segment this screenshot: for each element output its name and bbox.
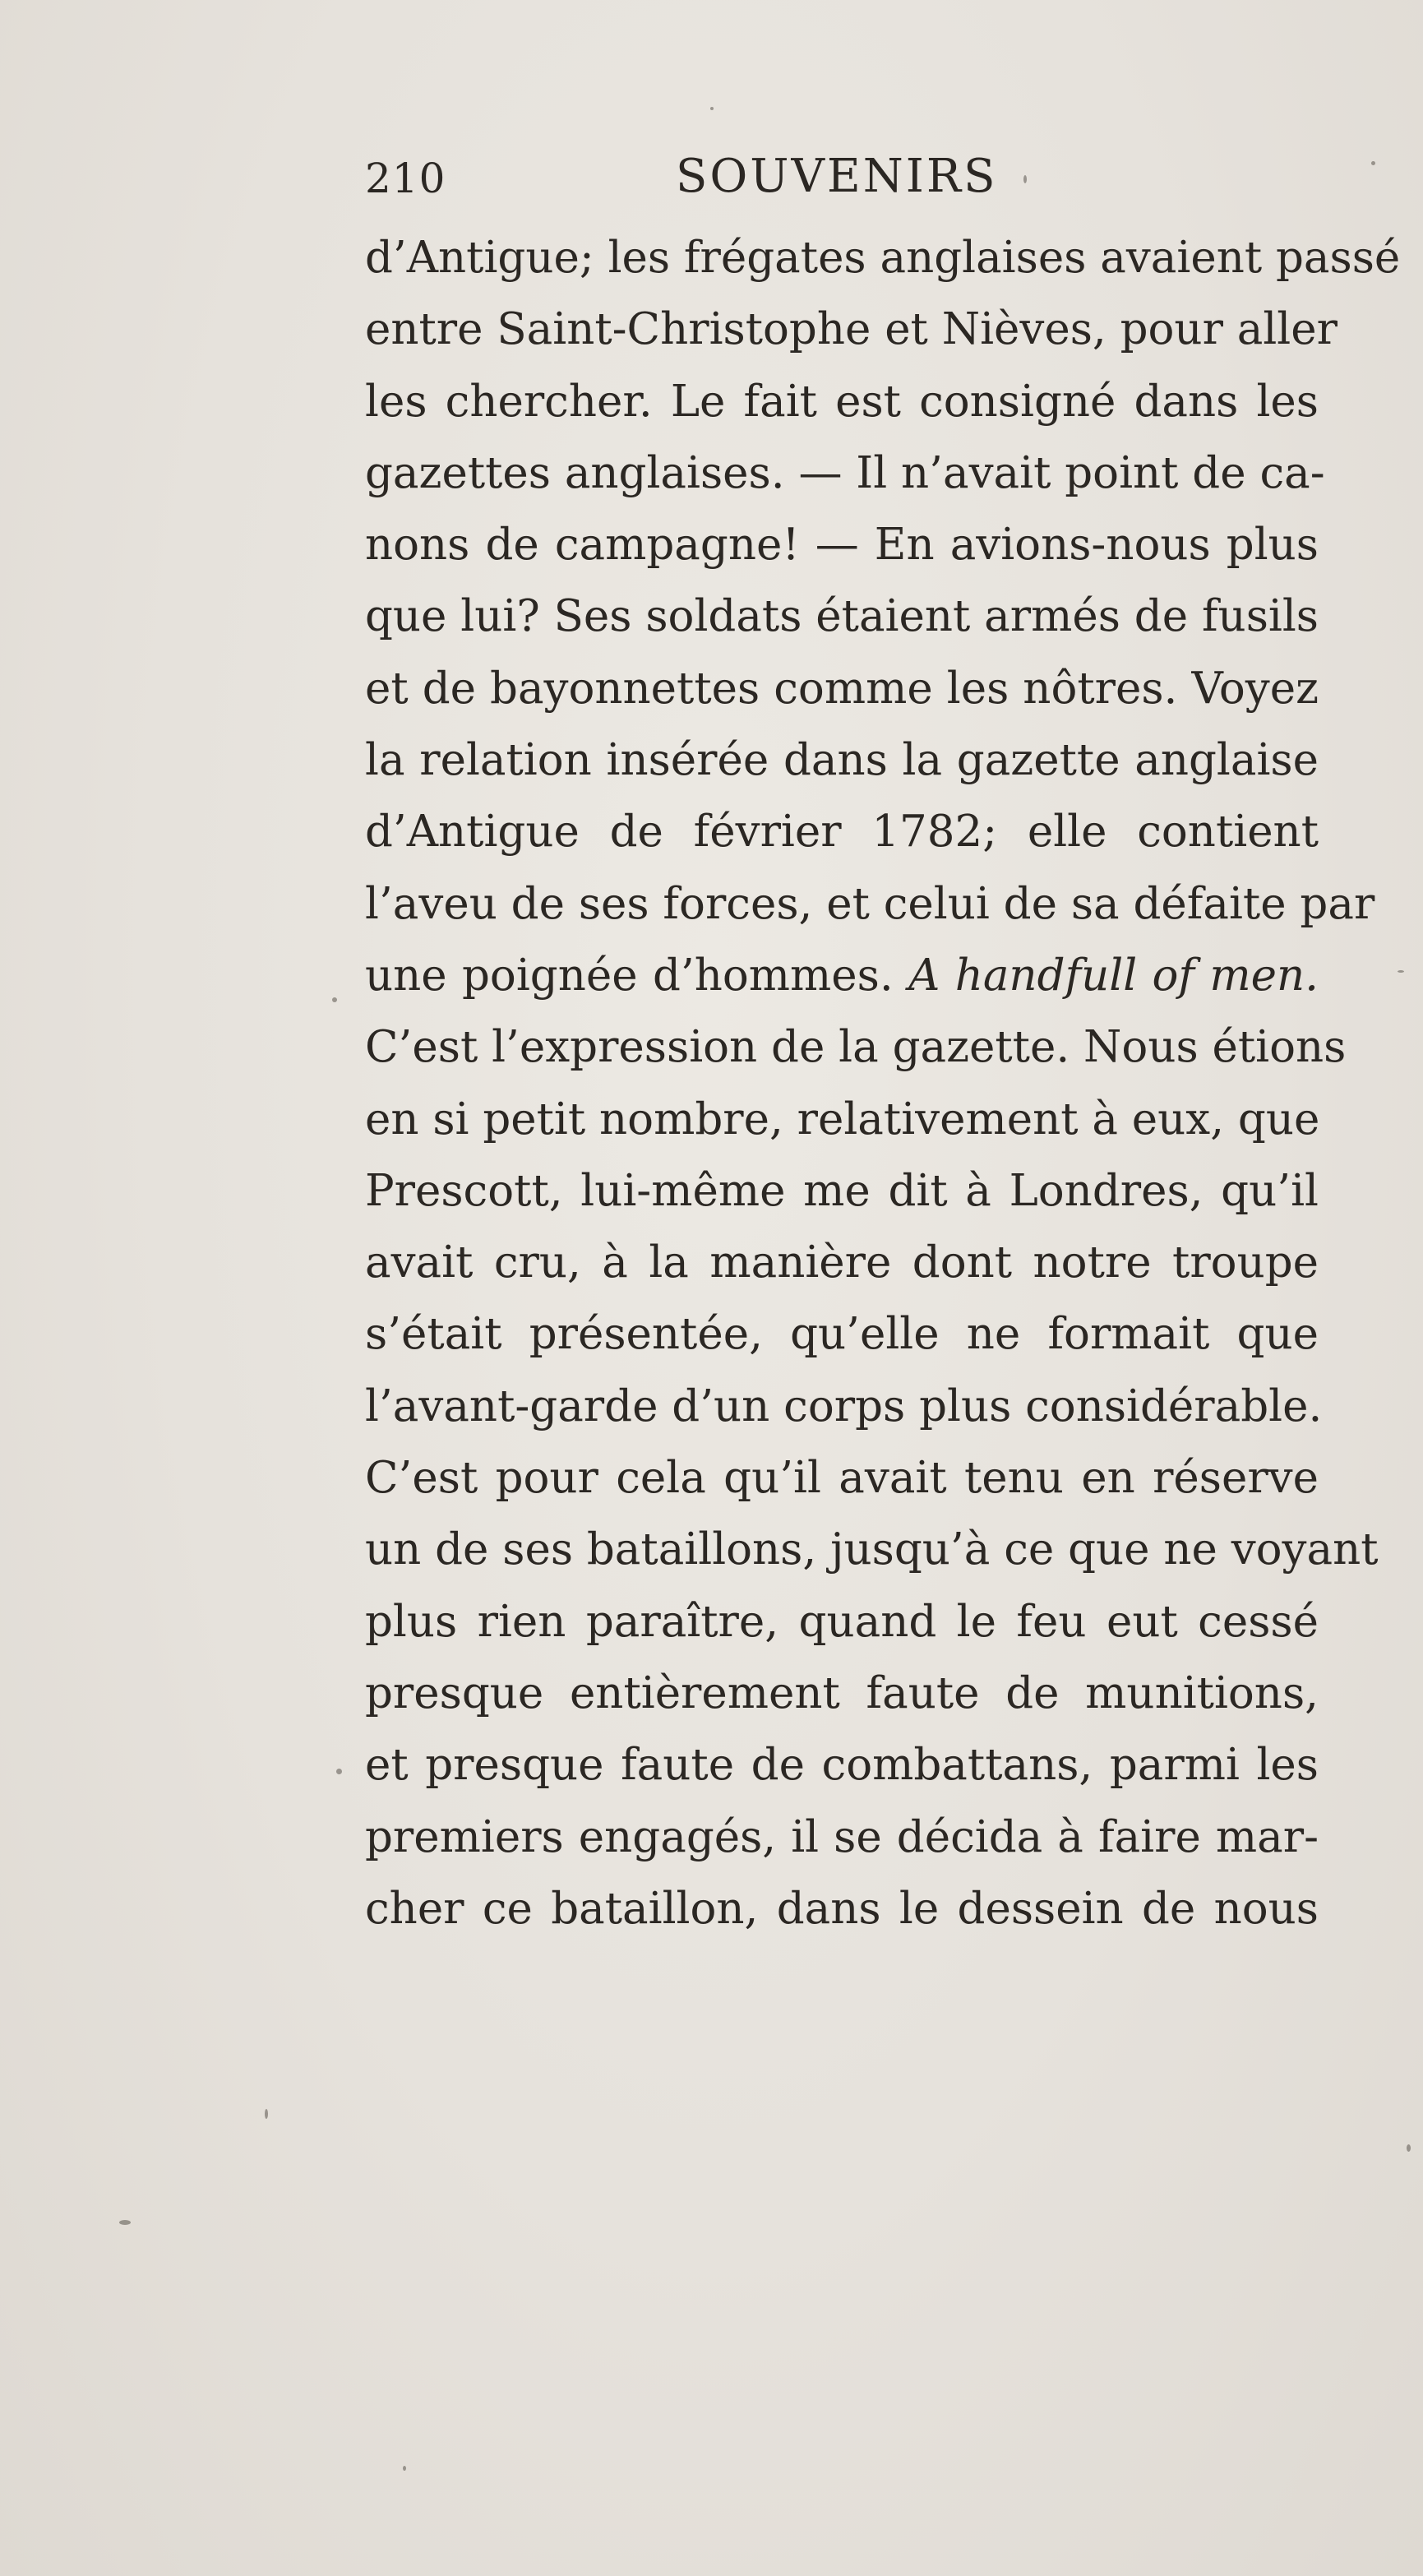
text-line: et presque faute de combattans, parmi les (365, 1740, 1319, 1791)
text-line: C’est pour cela qu’il avait tenu en réserve (365, 1453, 1319, 1504)
paper-speck (119, 2220, 131, 2225)
text-line: presque entièrement faute de munitions, (365, 1667, 1319, 1718)
paper-speck (336, 1769, 342, 1774)
text-line: et de bayonnettes comme les nôtres. Voyez (365, 663, 1319, 714)
paper-speck (332, 997, 337, 1002)
text-line: premiers engagés, il se décida à faire mar- (365, 1811, 1319, 1862)
paper-speck (1371, 161, 1375, 165)
text-line: l’avant-garde d’un corps plus considérable. (365, 1380, 1323, 1431)
text-line: d’Antigue de février 1782; elle contient (365, 807, 1319, 858)
text-line: d’Antigue; les frégates anglaises avaient passé (365, 233, 1401, 283)
paper-speck (710, 107, 714, 110)
text-line: un de ses bataillons, jusqu’à ce que ne voyant (365, 1524, 1379, 1575)
text-line: que lui? Ses soldats étaient armés de fusils (365, 591, 1319, 642)
text-line: cher ce bataillon, dans le dessein de nous (365, 1883, 1319, 1934)
paper-speck (403, 2466, 406, 2471)
text-line: la relation insérée dans la gazette anglaise (365, 735, 1319, 786)
page-number: 210 (365, 155, 446, 202)
text-segment: une poignée d’hommes. (365, 950, 894, 1001)
text-line: avait cru, à la manière dont notre troupe (365, 1237, 1319, 1288)
running-head: SOUVENIRS (676, 150, 998, 203)
text-line: C’est l’expression de la gazette. Nous étions (365, 1022, 1347, 1073)
text-line: l’aveu de ses forces, et celui de sa défaite par (365, 878, 1375, 929)
text-line: en si petit nombre, relativement à eux, que (365, 1094, 1320, 1145)
text-line: entre Saint-Christophe et Nièves, pour aller (365, 304, 1338, 355)
italic-quote: A handfull of men. (908, 950, 1319, 1001)
body-text (365, 222, 1401, 1945)
paper-speck (1407, 2144, 1411, 2152)
paper-speck (1023, 175, 1027, 183)
text-line: gazettes anglaises. — Il n’avait point de ca- (365, 447, 1325, 498)
text-line: nons de campagne! — En avions-nous plus (365, 520, 1319, 571)
paper-speck (1398, 970, 1404, 973)
paper-speck (265, 2109, 268, 2119)
text-line-with-italic (365, 940, 1319, 1011)
page-header (365, 150, 1319, 207)
text-line: les chercher. Le fait est consigné dans les (365, 376, 1319, 427)
text-line: Prescott, lui-même me dit à Londres, qu’il (365, 1165, 1319, 1216)
text-line: plus rien paraître, quand le feu eut cessé (365, 1596, 1319, 1647)
text-line: s’était présentée, qu’elle ne formait que (365, 1309, 1319, 1360)
